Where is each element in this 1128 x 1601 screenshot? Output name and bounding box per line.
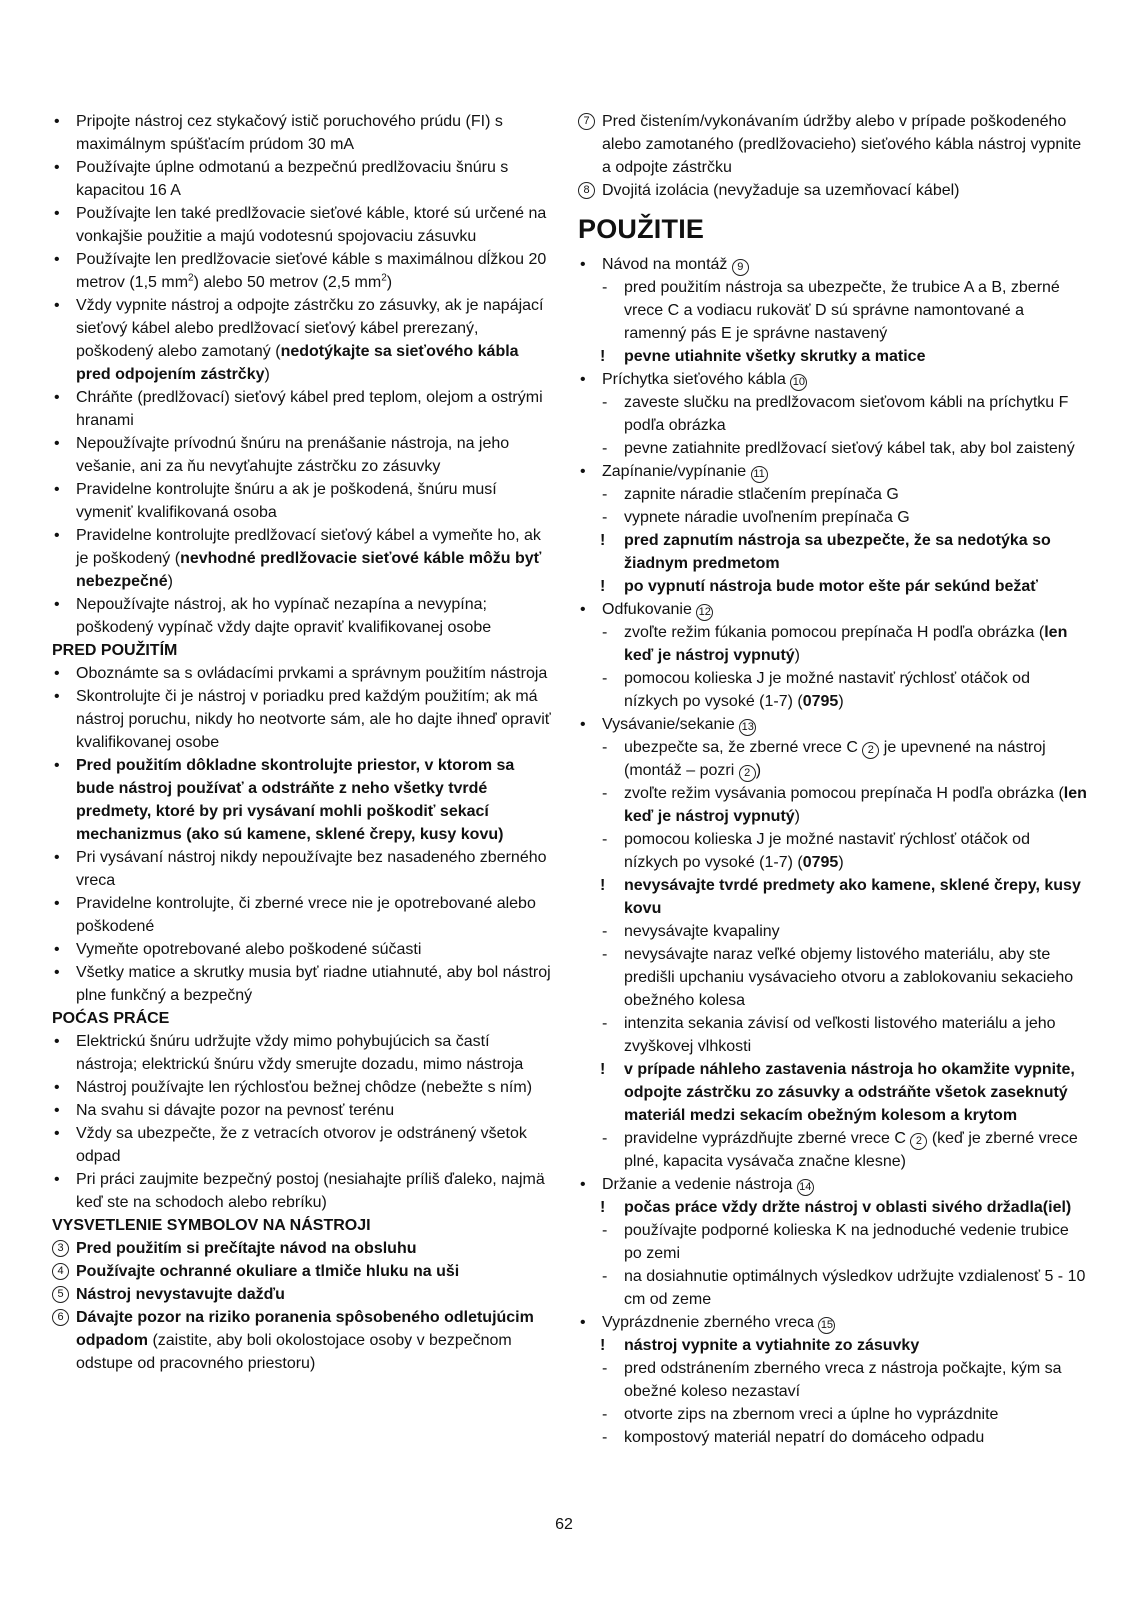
bullet-item (52, 202, 552, 248)
text: ubezpečte sa, že zberné vrece C (624, 739, 863, 756)
bullet-item (52, 1099, 552, 1122)
text: zvoľte režim fúkania pomocou prepínača H podľa obrázka ( (624, 624, 1045, 641)
symbol-item (52, 1260, 552, 1283)
bullet-marker: • (54, 1102, 60, 1119)
text: pravidelne vyprázdňujte zberné vrece C (624, 1130, 911, 1147)
text: Vysávanie/sekanie (602, 716, 740, 733)
bullet-marker: • (580, 601, 586, 618)
bullet-marker: • (54, 941, 60, 958)
bullet-item (52, 110, 552, 156)
dash-item (578, 621, 1088, 667)
text: pred zapnutím nástroja sa ubezpečte, že sa nedotýka so žiadnym predmetom (624, 532, 1051, 572)
dash-item (578, 1403, 1088, 1426)
text: Nástroj používajte len rýchlosťou bežnej chôdze (nebežte s ním) (76, 1079, 533, 1096)
text: nevysávajte tvrdé predmety ako kamene, sklené črepy, kusy kovu (624, 877, 1081, 917)
bullet-item (578, 1173, 1088, 1196)
dash-marker: - (602, 831, 608, 848)
text: pevne zatiahnite predlžovací sieťový kábel tak, aby bol zaistený (624, 440, 1075, 457)
text: pevne utiahnite všetky skrutky a matice (624, 348, 926, 365)
dash-marker: - (602, 1130, 608, 1147)
bullet-item (52, 754, 552, 846)
bullet-item (52, 524, 552, 593)
text: 2 (381, 272, 387, 284)
bold-text: len keď je nástroj vypnutý (624, 785, 1087, 825)
bullet-item (52, 478, 552, 524)
circled-number-12: 12 (696, 604, 713, 621)
text: Pravidelne kontrolujte šnúru a ak je poškodená, šnúru musí vymeniť kvalifikovaná osoba (76, 481, 497, 521)
bullet-marker: • (54, 1125, 60, 1142)
text: nevysávajte kvapaliny (624, 923, 780, 940)
bullet-item (52, 1122, 552, 1168)
warning-item (578, 575, 1088, 598)
circled-number-6: 6 (52, 1309, 69, 1326)
circled-number-3: 3 (52, 1240, 69, 1257)
symbol-item (52, 1237, 552, 1260)
text: ) (838, 693, 844, 710)
text: Návod na montáž (602, 256, 732, 273)
bullet-marker: • (54, 964, 60, 981)
text: Vždy sa ubezpečte, že z vetracích otvorov je odstránený všetok odpad (76, 1125, 527, 1165)
text: Používajte len predlžovacie sieťové káble s maximálnou dĺžkou 20 metrov (1,5 mm (76, 251, 547, 291)
dash-item (578, 483, 1088, 506)
dash-marker: - (602, 923, 608, 940)
text: počas práce vždy držte nástroj v oblasti sivého držadla(iel) (624, 1199, 1072, 1216)
text: Skontrolujte či je nástroj v poriadku pred každým použitím; ak má nástroj poruchu, nikdy ho neotvorte sám, ale ho dajte ihneď opraviť kvalifikovanej osobe (76, 688, 551, 751)
bullet-item (52, 156, 552, 202)
bullet-marker: • (580, 716, 586, 733)
dash-item (578, 667, 1088, 713)
warning-item (578, 1196, 1088, 1219)
exclamation-marker: ! (600, 1061, 606, 1078)
text: Na svahu si dávajte pozor na pevnosť terénu (76, 1102, 395, 1119)
text: Vždy vypnite nástroj a odpojte zástrčku zo zásuvky, ak je napájací sieťový kábel alebo predlžovací sieťový kábel prerezaný, poškodený alebo zamotaný ( (76, 297, 544, 360)
circled-number-8: 8 (578, 182, 595, 199)
right-column (578, 110, 1088, 1449)
exclamation-marker: ! (600, 532, 606, 549)
warning-item (578, 345, 1088, 368)
text: zvoľte režim vysávania pomocou prepínača H podľa obrázka ( (624, 785, 1064, 802)
exclamation-marker: ! (600, 877, 606, 894)
dash-marker: - (602, 394, 608, 411)
dash-marker: - (602, 946, 608, 963)
dash-item (578, 391, 1088, 437)
symbol-item (578, 110, 1088, 179)
bold-text: Pred použitím si prečítajte návod na obsluhu (76, 1240, 417, 1257)
warning-item (578, 529, 1088, 575)
bold-text: 0795 (802, 854, 839, 871)
dash-marker: - (602, 1015, 608, 1032)
bullet-marker: • (54, 757, 60, 774)
exclamation-marker: ! (600, 1199, 606, 1216)
dash-item (578, 828, 1088, 874)
dash-marker: - (602, 624, 608, 641)
bullet-item (52, 1030, 552, 1076)
dash-item (578, 1127, 1088, 1173)
bullet-marker: • (580, 371, 586, 388)
bold-text: Nástroj nevystavujte dažďu (76, 1286, 285, 1303)
circled-number-9: 9 (732, 259, 749, 276)
heading-pocas-prace: POĆAS PRÁCE (52, 1010, 170, 1027)
text: ) (264, 366, 270, 383)
dash-item (578, 736, 1088, 782)
dash-marker: - (602, 785, 608, 802)
symbol-item (578, 179, 1088, 202)
bullet-marker: • (580, 1314, 586, 1331)
text: Vyprázdnenie zberného vreca (602, 1314, 819, 1331)
dash-marker: - (602, 486, 608, 503)
text: Pred čistením/vykonávaním údržby alebo v prípade poškodeného alebo zamotaného (predlžovacieho) sieťového kábla nástroj vypnite a odpojte zástrčku (602, 113, 1082, 176)
bold-text: nevhodné predlžovacie sieťové káble môžu byť nebezpečné (76, 550, 542, 590)
bullet-marker: • (54, 895, 60, 912)
text: intenzita sekania závisí od veľkosti listového materiálu a jeho zvyškovej vlhkosti (624, 1015, 1056, 1055)
exclamation-marker: ! (600, 348, 606, 365)
bullet-item (52, 892, 552, 938)
circled-number-14: 14 (797, 1179, 814, 1196)
dash-marker: - (602, 1268, 608, 1285)
bullet-marker: • (54, 251, 60, 268)
text: ) (386, 274, 393, 291)
bold-text: 0795 (802, 693, 839, 710)
circled-number-2: 2 (910, 1133, 927, 1150)
text: Používajte úplne odmotanú a bezpečnú predlžovaciu šnúru s kapacitou 16 A (76, 159, 509, 199)
exclamation-marker: ! (600, 1337, 606, 1354)
bullet-item (52, 1076, 552, 1099)
text: Pri vysávaní nástroj nikdy nepoužívajte bez nasadeného zberného vreca (76, 849, 547, 889)
text: pred odstránením zberného vreca z nástroja počkajte, kým sa obežné koleso nezastaví (624, 1360, 1062, 1400)
section-title-pouzitie: POUŽITIE (578, 214, 705, 244)
dash-marker: - (602, 1222, 608, 1239)
bullet-item (52, 294, 552, 386)
dash-marker: - (602, 1406, 608, 1423)
bullet-marker: • (54, 527, 60, 544)
text: ) (794, 647, 800, 664)
text: ) (167, 573, 173, 590)
exclamation-marker: ! (600, 578, 606, 595)
bullet-marker: • (580, 1176, 586, 1193)
bullet-item (578, 713, 1088, 736)
bullet-marker: • (54, 159, 60, 176)
text: Oboznámte sa s ovládacími prvkami a správnym použitím nástroja (76, 665, 548, 682)
text: Pravidelne kontrolujte predlžovací sieťový kábel a vymeňte ho, ak je poškodený ( (76, 527, 541, 567)
heading-symboly: VYSVETLENIE SYMBOLOV NA NÁSTROJI (52, 1217, 371, 1234)
bullet-marker: • (54, 297, 60, 314)
dash-marker: - (602, 509, 608, 526)
circled-number-2: 2 (739, 765, 756, 782)
text: Nepoužívajte nástroj, ak ho vypínač nezapína a nevypína; poškodený vypínač vždy dajte opraviť kvalifikovanej osobe (76, 596, 492, 636)
text: Pravidelne kontrolujte, či zberné vrece nie je opotrebované alebo poškodené (76, 895, 536, 935)
bullet-item (578, 253, 1088, 276)
text: Dvojitá izolácia (nevyžaduje sa uzemňovací kábel) (602, 182, 960, 199)
bold-text: nedotýkajte sa sieťového kábla pred odpojením zástrčky (76, 343, 519, 383)
dash-item (578, 943, 1088, 1012)
bullet-marker: • (580, 256, 586, 273)
dash-item (578, 1219, 1088, 1265)
bullet-item (578, 368, 1088, 391)
bullet-marker: • (54, 113, 60, 130)
bullet-marker: • (54, 596, 60, 613)
circled-number-5: 5 (52, 1286, 69, 1303)
bullet-item (52, 846, 552, 892)
text: vypnete náradie uvoľnením prepínača G (624, 509, 910, 526)
text: zapnite náradie stlačením prepínača G (624, 486, 899, 503)
dash-marker: - (602, 1429, 608, 1446)
bullet-marker: • (54, 389, 60, 406)
text: Odfukovanie (602, 601, 697, 618)
text: nevysávajte naraz veľké objemy listového materiálu, aby ste predišli upchaniu vysávacieho otvoru a zablokovaniu sekacieho obežného kolesa (624, 946, 1074, 1009)
warning-item (578, 1334, 1088, 1357)
text: na dosiahnutie optimálnych výsledkov udržujte vzdialenosť 5 - 10 cm od zeme (624, 1268, 1086, 1308)
bullet-marker: • (54, 1171, 60, 1188)
text: Pripojte nástroj cez stykačový istič poruchového prúdu (FI) s maximálnym spúšťacím prúdom 30 mA (76, 113, 503, 153)
bullet-marker: • (54, 1079, 60, 1096)
text: (zaistite, aby boli okolostojace osoby v bezpečnom odstupe od pracovného priestoru) (76, 1332, 512, 1372)
bullet-item (52, 248, 552, 294)
bullet-item (578, 1311, 1088, 1334)
bold-text: Používajte ochranné okuliare a tlmiče hluku na uši (76, 1263, 460, 1280)
bold-text: len keď je nástroj vypnutý (624, 624, 1068, 664)
text: používajte podporné kolieska K na jednoduché vedenie trubice po zemi (624, 1222, 1069, 1262)
bullet-marker: • (54, 665, 60, 682)
bullet-item (578, 598, 1088, 621)
text: Zapínanie/vypínanie (602, 463, 751, 480)
dash-item (578, 1265, 1088, 1311)
text: je upevnené na nástroj (montáž – pozri (624, 739, 1046, 779)
dash-item (578, 437, 1088, 460)
bullet-item (52, 386, 552, 432)
text: Držanie a vedenie nástroja (602, 1176, 797, 1193)
text: Elektrickú šnúru udržujte vždy mimo pohybujúcich sa častí nástroja; elektrickú šnúru vždy smerujte dozadu, mimo nástroja (76, 1033, 524, 1073)
text: po vypnutí nástroja bude motor ešte pár sekúnd bežať (624, 578, 1038, 595)
left-column (52, 110, 552, 1375)
page-number: 62 (555, 1516, 573, 1533)
text: ) (755, 762, 762, 779)
text: pomocou kolieska J je možné nastaviť rýchlosť otáčok od nízkych po vysoké (1-7) ( (624, 670, 1030, 710)
bullet-marker: • (54, 849, 60, 866)
bullet-item (52, 961, 552, 1007)
symbol-item (52, 1306, 552, 1375)
text: pred použitím nástroja sa ubezpečte, že trubice A a B, zberné vrece C a vodiacu rukoväť D sú správne namontované a ramenný pás E je správne nastavený (624, 279, 1060, 342)
circled-number-4: 4 (52, 1263, 69, 1280)
dash-marker: - (602, 1360, 608, 1377)
bullet-item (52, 662, 552, 685)
circled-number-13: 13 (739, 719, 756, 736)
text: Nepoužívajte prívodnú šnúru na prenášanie nástroja, na jeho vešanie, ani za ňu nevyťahujte zástrčku zo zásuvky (76, 435, 510, 475)
dash-marker: - (602, 739, 608, 756)
bullet-item (52, 685, 552, 754)
bullet-item (52, 938, 552, 961)
dash-item (578, 276, 1088, 345)
warning-item (578, 874, 1088, 920)
dash-marker: - (602, 670, 608, 687)
dash-marker: - (602, 279, 608, 296)
text: Vymeňte opotrebované alebo poškodené súčasti (76, 941, 422, 958)
text: Používajte len také predlžovacie sieťové káble, ktoré sú určené na vonkajšie použitie a majú vodotesnú spojovaciu zásuvku (76, 205, 547, 245)
circled-number-11: 11 (751, 466, 768, 483)
dash-item (578, 1426, 1088, 1449)
bullet-marker: • (54, 481, 60, 498)
circled-number-15: 15 (818, 1317, 835, 1334)
bullet-marker: • (54, 435, 60, 452)
text: Príchytka sieťového kábla (602, 371, 791, 388)
text: pomocou kolieska J je možné nastaviť rýchlosť otáčok od nízkych po vysoké (1-7) ( (624, 831, 1030, 871)
dash-marker: - (602, 440, 608, 457)
bullet-item (52, 593, 552, 639)
bullet-marker: • (54, 1033, 60, 1050)
bullet-marker: • (580, 463, 586, 480)
bullet-item (52, 432, 552, 478)
text: 2 (188, 272, 194, 284)
circled-number-7: 7 (578, 113, 595, 130)
bullet-marker: • (54, 205, 60, 222)
bold-text: Pred použitím dôkladne skontrolujte priestor, v ktorom sa bude nástroj používať a odstráňte z neho všetky tvrdé predmety, ktoré by pri vysávaní mohli poškodiť sekací mechanizmus (ako sú kamene, sklené črepy, kusy kovu) (76, 757, 515, 843)
text: ) (794, 808, 800, 825)
text: ) alebo 50 metrov (2,5 mm (193, 274, 382, 291)
text: Chráňte (predlžovací) sieťový kábel pred teplom, olejom a ostrými hranami (76, 389, 543, 429)
bold-text: Dávajte pozor na riziko poranenia spôsobeného odletujúcim odpadom (76, 1309, 534, 1349)
text: zaveste slučku na predlžovacom sieťovom kábli na príchytku F podľa obrázka (624, 394, 1069, 434)
text: kompostový materiál nepatrí do domáceho odpadu (624, 1429, 985, 1446)
bullet-item (578, 460, 1088, 483)
text: Všetky matice a skrutky musia byť riadne utiahnuté, aby bol nástroj plne funkčný a bezpečný (76, 964, 551, 1004)
heading-pred-pouzitim: PRED POUŽITÍM (52, 642, 178, 659)
text: Pri práci zaujmite bezpečný postoj (nesiahajte príliš ďaleko, najmä keď ste na schodoch alebo rebríku) (76, 1171, 545, 1211)
symbol-item (52, 1283, 552, 1306)
circled-number-10: 10 (790, 374, 807, 391)
bullet-item (52, 1168, 552, 1214)
text: ) (838, 854, 844, 871)
text: nástroj vypnite a vytiahnite zo zásuvky (624, 1337, 920, 1354)
text: (keď je zberné vrece plné, kapacita vysávača značne klesne) (624, 1130, 1078, 1170)
dash-item (578, 506, 1088, 529)
dash-item (578, 782, 1088, 828)
circled-number-2: 2 (862, 742, 879, 759)
warning-item (578, 1058, 1088, 1127)
dash-item (578, 1357, 1088, 1403)
dash-item (578, 1012, 1088, 1058)
text: v prípade náhleho zastavenia nástroja ho okamžite vypnite, odpojte zástrčku zo zásuvky a odstráňte všetok zaseknutý materiál medzi sekacím obežným kolesom a krytom (624, 1061, 1075, 1124)
text: otvorte zips na zbernom vreci a úplne ho vyprázdnite (624, 1406, 999, 1423)
dash-item (578, 920, 1088, 943)
bullet-marker: • (54, 688, 60, 705)
